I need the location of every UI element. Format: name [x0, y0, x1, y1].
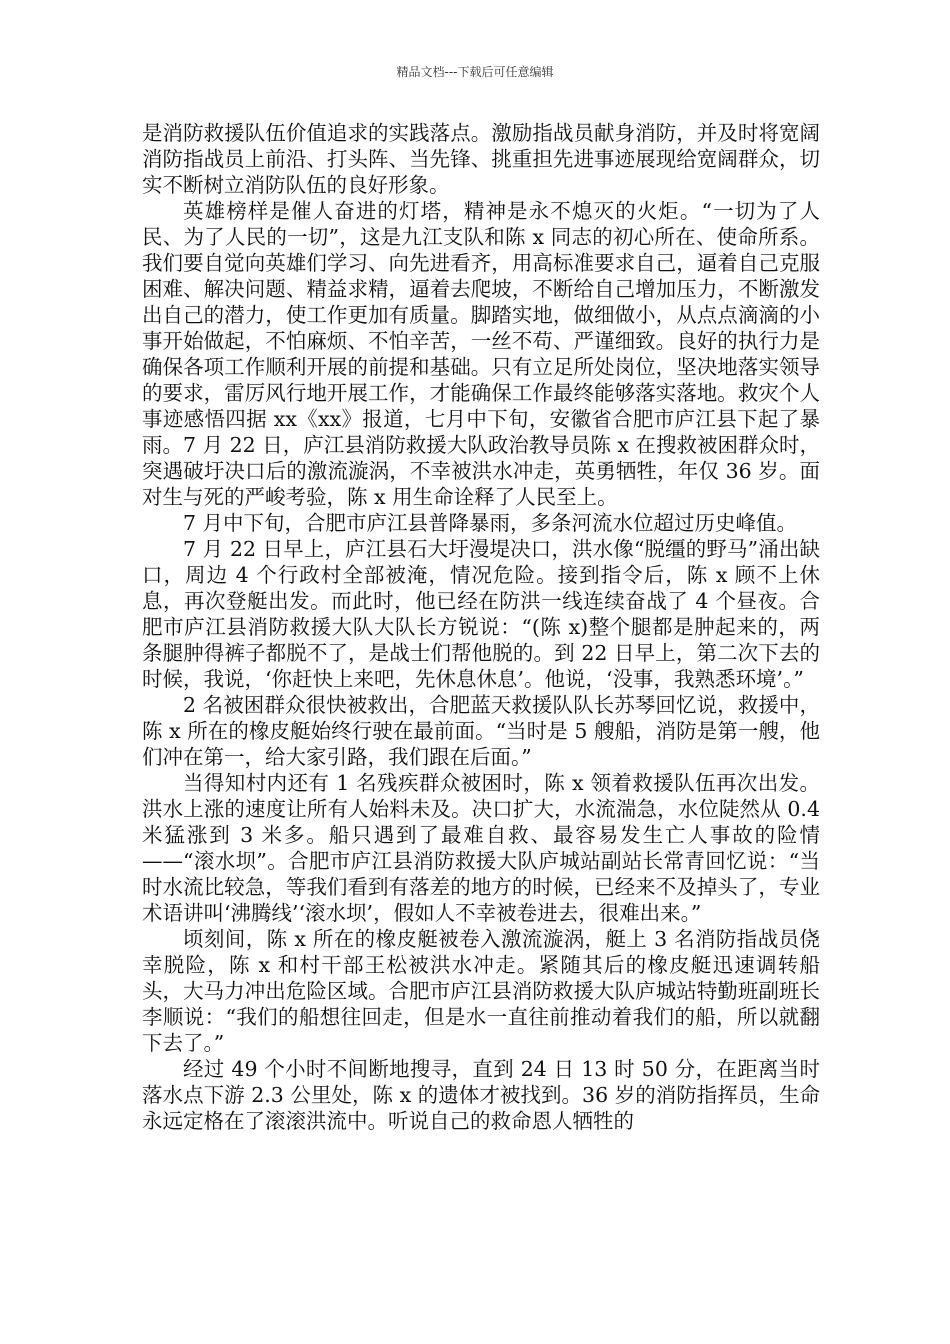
paragraph-2: 英雄榜样是催人奋进的灯塔，精神是永不熄灭的火炬。“一切为了人民、为了人民的一切”，这是九江支队和陈 x 同志的初心所在、使命所系。我们要自觉向英雄们学习、向先进看齐，用高标准要求自己，逼着自己克服困难、解决问题、精益求精，逼着去爬坡，不断给自己增加压力，不断激发出自己的潜力，使工作更加有质量。脚踏实地，做细做小，从点点滴滴的小事开始做起，不怕麻烦、不怕辛苦，一丝不苟、严谨细致。良好的执行力是确保各项工作顺利开展的前提和基础。只有立足所处岗位，坚决地落实领导的要求，雷厉风行地开展工作，才能确保工作最终能够落实落地。救灾个人事迹感悟四据 xx《xx》报道，七月中下旬，安徽省合肥市庐江县下起了暴雨。7 月 22 日，庐江县消防救援大队政治教导员陈 x 在搜救被困群众时，突遇破圩决口后的激流漩涡，不幸被洪水冲走，英勇牺牲，年仅 36 岁。面对生与死的严峻考验，陈 x 用生命诠释了人民至上。 — [142, 199, 820, 509]
page-header: 精品文档---下载后可任意编辑 — [396, 65, 554, 79]
paragraph-1: 是消防救援队伍价值追求的实践落点。激励指战员献身消防，并及时将宽阔消防指战员上前沿、打头阵、当先锋、挑重担先进事迹展现给宽阔群众，切实不断树立消防队伍的良好形象。 — [142, 121, 820, 197]
paragraph-5: 2 名被困群众很快被救出，合肥蓝天救援队队长苏琴回忆说，救援中，陈 x 所在的橡皮艇始终行驶在最前面。“当时是 5 艘船，消防是第一艘，他们冲在第一，给大家引路，我们跟在后面。” — [142, 693, 820, 769]
paragraph-4: 7 月 22 日早上，庐江县石大圩漫堤决口，洪水像“脱缰的野马”涌出缺口，周边 4 个行政村全部被淹，情况危险。接到指令后，陈 x 顾不上休息，再次登艇出发。而此时，他已经在防洪一线连续奋战了 4 个昼夜。合肥市庐江县消防救援大队大队长方锐说：“(陈 x)整个腿都是肿起来的，两条腿肿得裤子都脱不了，是战士们帮他脱的。到 22 日早上，第二次下去的时候，我说，‘你赶快上来吧，先休息休息’。他说，‘没事，我熟悉环境’。” — [142, 537, 820, 691]
paragraph-3: 7 月中下旬，合肥市庐江县普降暴雨，多条河流水位超过历史峰值。 — [183, 511, 798, 535]
paragraph-8: 经过 49 个小时不间断地搜寻，直到 24 日 13 时 50 分，在距离当时落水点下游 2.3 公里处，陈 x 的遗体才被找到。36 岁的消防指挥员，生命永远定格在了滚滚洪流中。听说自己的救命恩人牺牲的 — [142, 1057, 820, 1133]
document-body — [142, 120, 820, 1134]
paragraph-7: 顷刻间，陈 x 所在的橡皮艇被卷入激流漩涡，艇上 3 名消防指战员侥幸脱险，陈 x 和村干部王松被洪水冲走。紧随其后的橡皮艇迅速调转船头，大马力冲出危险区域。合肥市庐江县消防救援大队庐城站特勤班副班长李顺说：“我们的船想往回走，但是水一直往前推动着我们的船，所以就翻下去了。” — [142, 927, 820, 1055]
paragraph-6: 当得知村内还有 1 名残疾群众被困时，陈 x 领着救援队伍再次出发。洪水上涨的速度让所有人始料未及。决口扩大，水流湍急，水位陡然从 0.4 米猛涨到 3 米多。船只遇到了最难自救、最容易发生亡人事故的险情——“滚水坝”。合肥市庐江县消防救援大队庐城站副站长常青回忆说：“当时水流比较急，等我们看到有落差的地方的时候，已经来不及掉头了，专业术语讲叫‘沸腾线’‘滚水坝’，假如人不幸被卷进去，很难出来。” — [142, 771, 820, 925]
